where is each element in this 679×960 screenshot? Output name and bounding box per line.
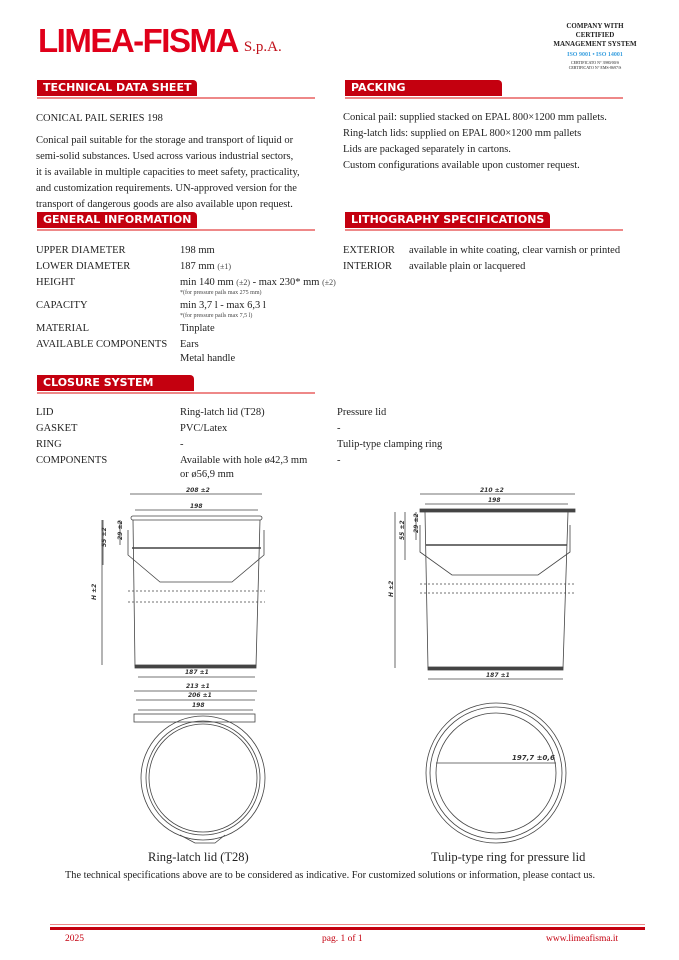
spec-value: available in white coating, clear varnish or printed bbox=[409, 245, 621, 256]
footer-divider bbox=[50, 927, 645, 930]
spec-label: MATERIAL bbox=[36, 323, 90, 334]
text-line: transport of dangerous goods are also available upon request. bbox=[36, 199, 293, 210]
text-line: semi-solid substances. Used across various industrial sectors, bbox=[36, 151, 294, 162]
spec-value: - bbox=[180, 439, 184, 450]
dimension-label: H ±2 bbox=[388, 580, 395, 597]
spec-label: AVAILABLE COMPONENTS bbox=[36, 339, 168, 350]
cert-line: COMPANY WITH bbox=[566, 22, 624, 30]
dimension-label: 198 bbox=[488, 497, 501, 504]
section-title: TECHNICAL DATA SHEET bbox=[37, 80, 197, 96]
spec-value: Ears bbox=[180, 339, 199, 350]
section-title: CLOSURE SYSTEM bbox=[37, 375, 194, 391]
spec-note: *(for pressure pails max 7,5 l) bbox=[180, 313, 253, 319]
dimension-label: 198 bbox=[192, 702, 205, 709]
spec-value: min 3,7 l - max 6,3 l bbox=[180, 300, 266, 311]
text-line: Conical pail suitable for the storage and transport of liquid or bbox=[36, 135, 294, 146]
footer-page: pag. 1 of 1 bbox=[322, 934, 363, 944]
section-title: GENERAL INFORMATION bbox=[37, 212, 197, 228]
dimension-label: 213 ±1 bbox=[186, 683, 210, 690]
spec-label: RING bbox=[36, 439, 62, 450]
spec-value: available plain or lacquered bbox=[409, 261, 526, 272]
spec-value: Tulip-type clamping ring bbox=[337, 439, 443, 450]
cert-number: CERTIFICATO N° EMS-8697/S bbox=[568, 65, 622, 70]
text-line: and customization requirements. UN-approved version for the bbox=[36, 183, 297, 194]
spec-value: Available with hole ø42,3 mm bbox=[180, 455, 308, 466]
technical-drawings bbox=[0, 485, 679, 847]
spec-label: INTERIOR bbox=[343, 261, 392, 272]
spec-value: Pressure lid bbox=[337, 407, 387, 418]
spec-value: Ring-latch lid (T28) bbox=[180, 407, 265, 418]
company-suffix: S.p.A. bbox=[243, 39, 282, 55]
spec-label: UPPER DIAMETER bbox=[36, 245, 126, 256]
section-title: LITHOGRAPHY SPECIFICATIONS bbox=[345, 212, 550, 228]
brand-block bbox=[38, 22, 282, 60]
caption-ring-latch: Ring-latch lid (T28) bbox=[148, 850, 249, 864]
spec-value: 198 mm bbox=[180, 245, 215, 256]
spec-label: COMPONENTS bbox=[36, 455, 108, 466]
section-title: PACKING bbox=[345, 80, 502, 96]
company-logo: LIMEA-FISMA bbox=[38, 22, 238, 59]
dimension-label: 208 ±2 bbox=[186, 487, 210, 494]
text-line: Custom configurations available upon customer request. bbox=[343, 160, 580, 171]
footer-divider bbox=[50, 924, 645, 925]
cert-number: CERTIFICATO N° 3980/00/S bbox=[570, 60, 620, 65]
text-line: Lids are packaged separately in cartons. bbox=[343, 144, 511, 155]
footer-website[interactable]: www.limeafisma.it bbox=[546, 934, 619, 944]
dimension-label: 187 ±1 bbox=[486, 672, 510, 679]
certification-block bbox=[540, 22, 650, 70]
technical-subtitle: CONICAL PAIL SERIES 198 bbox=[36, 113, 163, 124]
spec-label: LOWER DIAMETER bbox=[36, 261, 131, 272]
spec-label: EXTERIOR bbox=[343, 245, 395, 256]
dimension-label: 29 ±2 bbox=[117, 520, 124, 540]
dimension-label: 206 ±1 bbox=[188, 692, 212, 699]
disclaimer: The technical specifications above are to be considered as indicative. For customized solutions or information, please contact us. bbox=[65, 870, 596, 881]
spec-value: 187 mm (±1) bbox=[180, 261, 232, 272]
dimension-label: H ±2 bbox=[91, 583, 98, 600]
spec-label: CAPACITY bbox=[36, 300, 88, 311]
spec-note: *(for pressure pails max 275 mm) bbox=[180, 290, 262, 296]
spec-label: LID bbox=[36, 407, 54, 418]
packing-text bbox=[343, 110, 607, 174]
spec-value: Metal handle bbox=[180, 353, 236, 364]
text-line: Ring-latch lids: supplied on EPAL 800×1200 mm pallets bbox=[343, 128, 582, 139]
iso-label: ISO 9001 • ISO 14001 bbox=[567, 52, 623, 58]
dimension-label: 55 ±2 bbox=[399, 520, 406, 540]
dimension-label: 210 ±2 bbox=[480, 487, 504, 494]
footer-year: 2025 bbox=[65, 934, 84, 944]
spec-value: Tinplate bbox=[180, 323, 215, 334]
spec-label: GASKET bbox=[36, 423, 78, 434]
dimension-label: 198 bbox=[190, 503, 203, 510]
caption-tulip-ring: Tulip-type ring for pressure lid bbox=[431, 850, 586, 864]
spec-value: min 140 mm (±2) - max 230* mm (±2) bbox=[180, 277, 336, 288]
spec-value: - bbox=[337, 423, 341, 434]
dimension-label: 29 ±2 bbox=[413, 513, 420, 533]
cert-line: CERTIFIED bbox=[575, 31, 615, 39]
spec-label: HEIGHT bbox=[36, 277, 76, 288]
technical-description bbox=[36, 133, 300, 213]
spec-value: PVC/Latex bbox=[180, 423, 228, 434]
dimension-label: 187 ±1 bbox=[185, 669, 209, 676]
cert-line: MANAGEMENT SYSTEM bbox=[553, 40, 637, 48]
pressure-pail-drawing bbox=[388, 487, 575, 843]
text-line: Conical pail: supplied stacked on EPAL 800×1200 mm pallets. bbox=[343, 112, 607, 123]
ring-latch-pail-drawing bbox=[91, 487, 265, 843]
dimension-label: 197,7 ±0,6 bbox=[512, 754, 555, 762]
spec-value: or ø56,9 mm bbox=[180, 469, 234, 480]
dimension-label: 55 ±2 bbox=[101, 527, 108, 547]
text-line: it is available in multiple capacities to meet safety, practicality, bbox=[36, 167, 300, 178]
spec-value: - bbox=[337, 455, 341, 466]
